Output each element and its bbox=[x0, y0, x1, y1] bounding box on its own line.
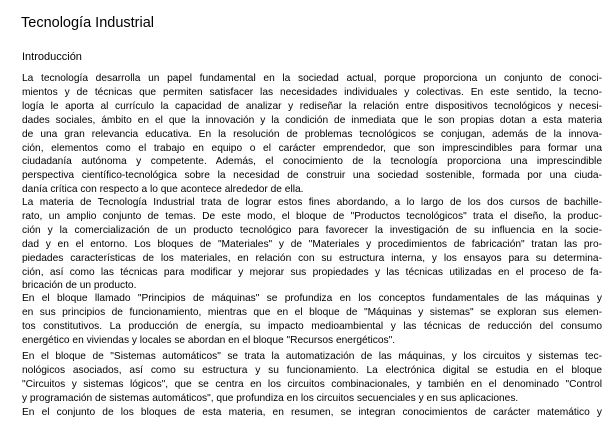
paragraph-line: La tecnología desarrolla un papel fundamental en la sociedad actual, porque proporciona un conjunto de conoci- bbox=[22, 73, 602, 84]
paragraph-line: perspectiva científico-tecnológica sobre la necesidad de construir una sociedad sostenible, formada por una ciuda- bbox=[22, 170, 602, 182]
paragraph-line: rato, un amplio conjunto de temas. De este modo, el bloque de "Productos tecnológicos" trata el diseño, la produc- bbox=[22, 210, 602, 222]
section-heading: Introducción bbox=[22, 51, 82, 63]
paragraph-2 bbox=[22, 196, 602, 293]
paragraph-line: dad y en el entorno. Los bloques de "Materiales" y de "Materiales y procedimientos de fabricación" tratan las pro- bbox=[22, 238, 602, 250]
document-title: Tecnología Industrial bbox=[21, 15, 154, 31]
paragraph-line: ciudadanía autónoma y competente. Además, el conocimiento de la tecnología proporciona una imprescindible bbox=[22, 156, 602, 168]
paragraph-1 bbox=[22, 72, 602, 197]
paragraph-line: en sus principios de funcionamiento, mientras que en el bloque de "Máquinas y sistemas" se exploran sus elemen- bbox=[22, 306, 602, 318]
paragraph-line: La materia de Tecnología Industrial trata de lograr estos fines abordando, a lo largo de los dos cursos de bachille- bbox=[22, 197, 602, 208]
paragraph-line: danía crítica con respecto a lo que acontece alrededor de ella. bbox=[22, 184, 304, 196]
paragraph-5 bbox=[22, 406, 602, 420]
paragraph-line: ción, así como las técnicas para modificar y mejorar sus propiedades y las técnicas utilizadas en el proceso de fa- bbox=[22, 266, 602, 278]
paragraph-line: En el conjunto de los bloques de esta materia, en resumen, se integran conocimientos de carácter matemático y bbox=[22, 407, 602, 418]
paragraph-line: ción y la comercialización de un producto tecnológico para favorecer la investigación de su influencia en la socie- bbox=[22, 224, 602, 236]
paragraph-line: "Circuitos y sistemas lógicos", que se centra en los circuitos combinacionales, y también en el denominado "Control bbox=[22, 378, 602, 390]
paragraph-3 bbox=[22, 292, 602, 348]
paragraph-line: logía le aporta al currículo la capacidad de analizar y rediseñar la relación entre dispositivos tecnológicos y necesi- bbox=[22, 100, 602, 112]
paragraph-line: piedades características de los materiales, en relación con su estructura interna, y los ensayos para su determina- bbox=[22, 252, 602, 264]
paragraph-line: tos constitutivos. La producción de energía, su impacto medioambiental y las técnicas de reducción del consumo bbox=[22, 320, 602, 332]
paragraph-line: En el bloque de "Sistemas automáticos" se trata la automatización de las máquinas, y los circuitos y sistemas tec- bbox=[22, 351, 602, 362]
paragraph-line: nológicos asociados, así como su estructura y su funcionamiento. La electrónica digital se estudia en el bloque bbox=[22, 364, 602, 376]
paragraph-line: y programación de sistemas automáticos", que profundiza en los circuitos secuenciales y en sus aplicaciones. bbox=[22, 392, 519, 404]
paragraph-line: En el bloque llamado "Principios de máquinas" se profundiza en los conceptos fundamentales de las máquinas y bbox=[22, 293, 602, 304]
paragraph-line: dades sociales, ámbito en el que la innovación y la condición de inmediata que le son propias dotan a esta materia bbox=[22, 114, 602, 126]
paragraph-line: bricación de un producto. bbox=[22, 280, 137, 292]
paragraph-line: energético en viviendas y locales se abordan en el bloque "Recursos energéticos". bbox=[22, 334, 396, 346]
paragraph-line: de una gran relevancia educativa. En la resolución de problemas tecnológicos se conjugan, además de la innova- bbox=[22, 128, 602, 140]
paragraph-4 bbox=[22, 350, 602, 406]
paragraph-line: mientos y de técnicas que permiten satisfacer las necesidades individuales y colectivas. En este sentido, la tecno- bbox=[22, 86, 602, 98]
paragraph-line: ción, elementos como el trabajo en equipo o el carácter emprendedor, que son imprescindibles para formar una bbox=[22, 142, 602, 154]
